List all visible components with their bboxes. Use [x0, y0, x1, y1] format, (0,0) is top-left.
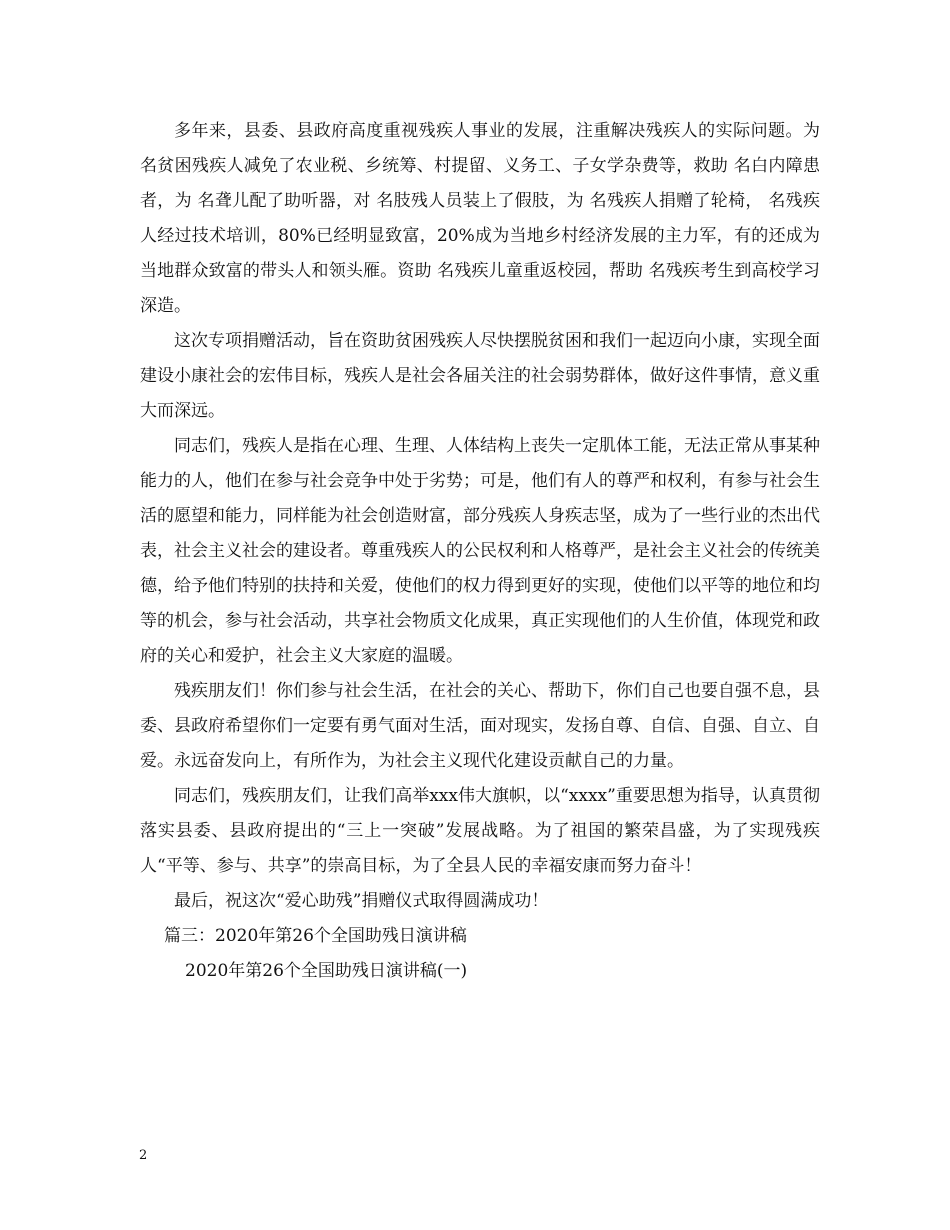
section-heading: 篇三：2020年第26个全国助残日演讲稿 — [164, 926, 467, 946]
paragraph-encouragement: 残疾朋友们！你们参与社会生活，在社会的关心、帮助下，你们自己也要自强不息，县委、县政府希望你们一定要有勇气面对生活，面对现实，发扬自尊、自信、自强、自立、自爱。永远奋发向上，有所作为，为社会主义现代化建设贡献自己的力量。 — [140, 681, 820, 771]
subsection-heading: 2020年第26个全国助残日演讲稿(一) — [185, 961, 468, 981]
page-number: 2 — [139, 1148, 148, 1163]
document-body — [140, 114, 820, 989]
paragraph-disabled-rights: 同志们，残疾人是指在心理、生理、人体结构上丧失一定肌体工能，无法正常从事某种能力的人，他们在参与社会竞争中处于劣势；可是，他们有人的尊严和权利，有参与社会生活的愿望和能力，同样能为社会创造财富，部分残疾人身疾志坚，成为了一些行业的杰出代表，社会主义社会的建设者。尊重残疾人的公民权利和人格尊严，是社会主义社会的传统美德，给予他们特别的扶持和关爱，使他们的权力得到更好的实现，使他们以平等的地位和均等的机会，参与社会活动，共享社会物质文化成果，真正实现他们的人生价值，体现党和政府的关心和爱护，社会主义大家庭的温暖。 — [140, 436, 820, 666]
paragraph-achievements: 多年来，县委、县政府高度重视残疾人事业的发展，注重解决残疾人的实际问题。为 名贫困残疾人减免了农业税、乡统筹、村提留、义务工、子女学杂费等，救助 名白内障患者，为 名聋儿配了助听器，对 名肢残人员装上了假肢，为 名残疾人捐赠了轮椅， 名残疾人经过技术培训，80%已经明显致富，20%成为当地乡村经济发展的主力军，有的还成为当地群众致富的带头人和领头雁。资助 名残疾儿童重返校园，帮助 名残疾考生到高校学习深造。 — [140, 121, 820, 316]
paragraph-closing-wish: 最后，祝这次“爱心助残”捐赠仪式取得圆满成功！ — [174, 891, 549, 911]
paragraph-donation-purpose: 这次专项捐赠活动，旨在资助贫困残疾人尽快摆脱贫困和我们一起迈向小康，实现全面建设小康社会的宏伟目标，残疾人是社会各届关注的社会弱势群体，做好这件事情，意义重大而深远。 — [140, 331, 820, 421]
paragraph-call-to-action: 同志们，残疾朋友们，让我们高举xxx伟大旗帜，以“xxxx”重要思想为指导，认真贯彻落实县委、县政府提出的“三上一突破”发展战略。为了祖国的繁荣昌盛，为了实现残疾人“平等、参与、共享”的崇高目标，为了全县人民的幸福安康而努力奋斗！ — [140, 786, 820, 876]
